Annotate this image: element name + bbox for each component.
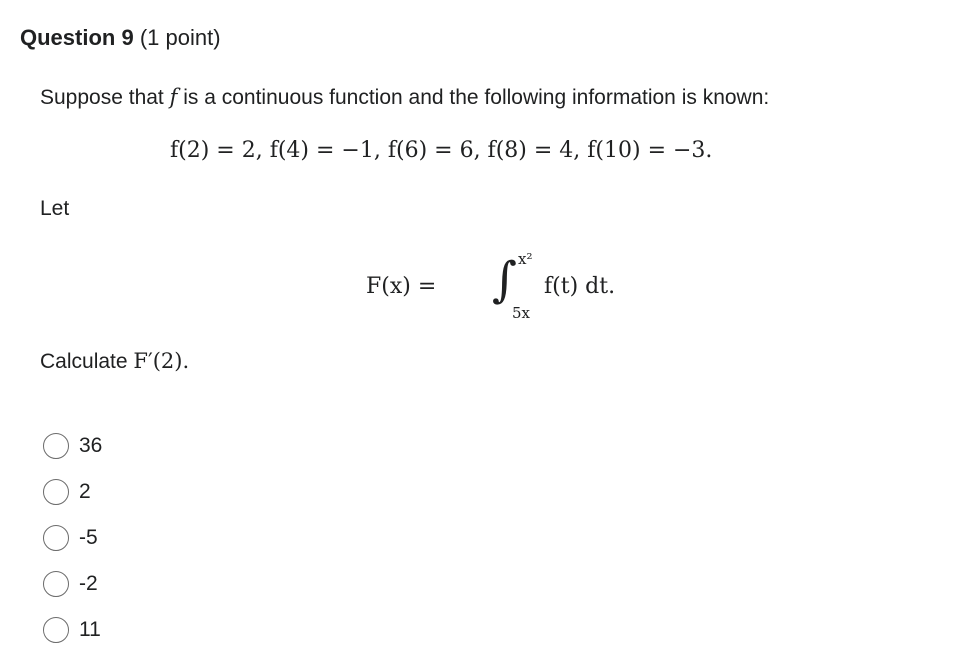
- radio-button[interactable]: [43, 617, 69, 643]
- definition-lhs: F(x) =: [366, 274, 437, 299]
- answer-option[interactable]: [43, 430, 102, 462]
- task-prompt: [40, 348, 189, 375]
- option-label: 2: [79, 480, 91, 503]
- task-text: Calculate: [40, 350, 134, 373]
- question-intro: [40, 84, 769, 111]
- let-label: Let: [40, 197, 70, 220]
- integral-sign: ∫: [492, 252, 518, 308]
- question-header: [20, 24, 221, 52]
- option-label: -2: [79, 572, 98, 595]
- integral-definition: [366, 248, 646, 328]
- radio-button[interactable]: [43, 571, 69, 597]
- lower-limit: 5x: [512, 304, 531, 322]
- intro-text-before: Suppose that: [40, 86, 170, 109]
- answer-option[interactable]: [43, 614, 101, 646]
- option-label: 36: [79, 434, 103, 457]
- radio-button[interactable]: [43, 479, 69, 505]
- function-variable: f: [169, 85, 178, 109]
- radio-button[interactable]: [43, 433, 69, 459]
- upper-limit: x²: [518, 250, 533, 268]
- intro-text-after: is a continuous function and the following information is known:: [177, 86, 770, 109]
- question-title: Question 9: [20, 25, 134, 50]
- option-label: 11: [79, 618, 101, 641]
- question-points: (1 point): [139, 25, 221, 50]
- known-values-equation: f(2) = 2, f(4) = −1, f(6) = 6, f(8) = 4, f(10) = −3.: [170, 138, 713, 163]
- answer-option[interactable]: [43, 522, 98, 554]
- answer-option[interactable]: [43, 476, 91, 508]
- answer-option[interactable]: [43, 568, 98, 600]
- task-expression: F′(2).: [133, 349, 190, 373]
- option-label: -5: [79, 526, 98, 549]
- integrand: f(t) dt.: [544, 274, 616, 299]
- radio-button[interactable]: [43, 525, 69, 551]
